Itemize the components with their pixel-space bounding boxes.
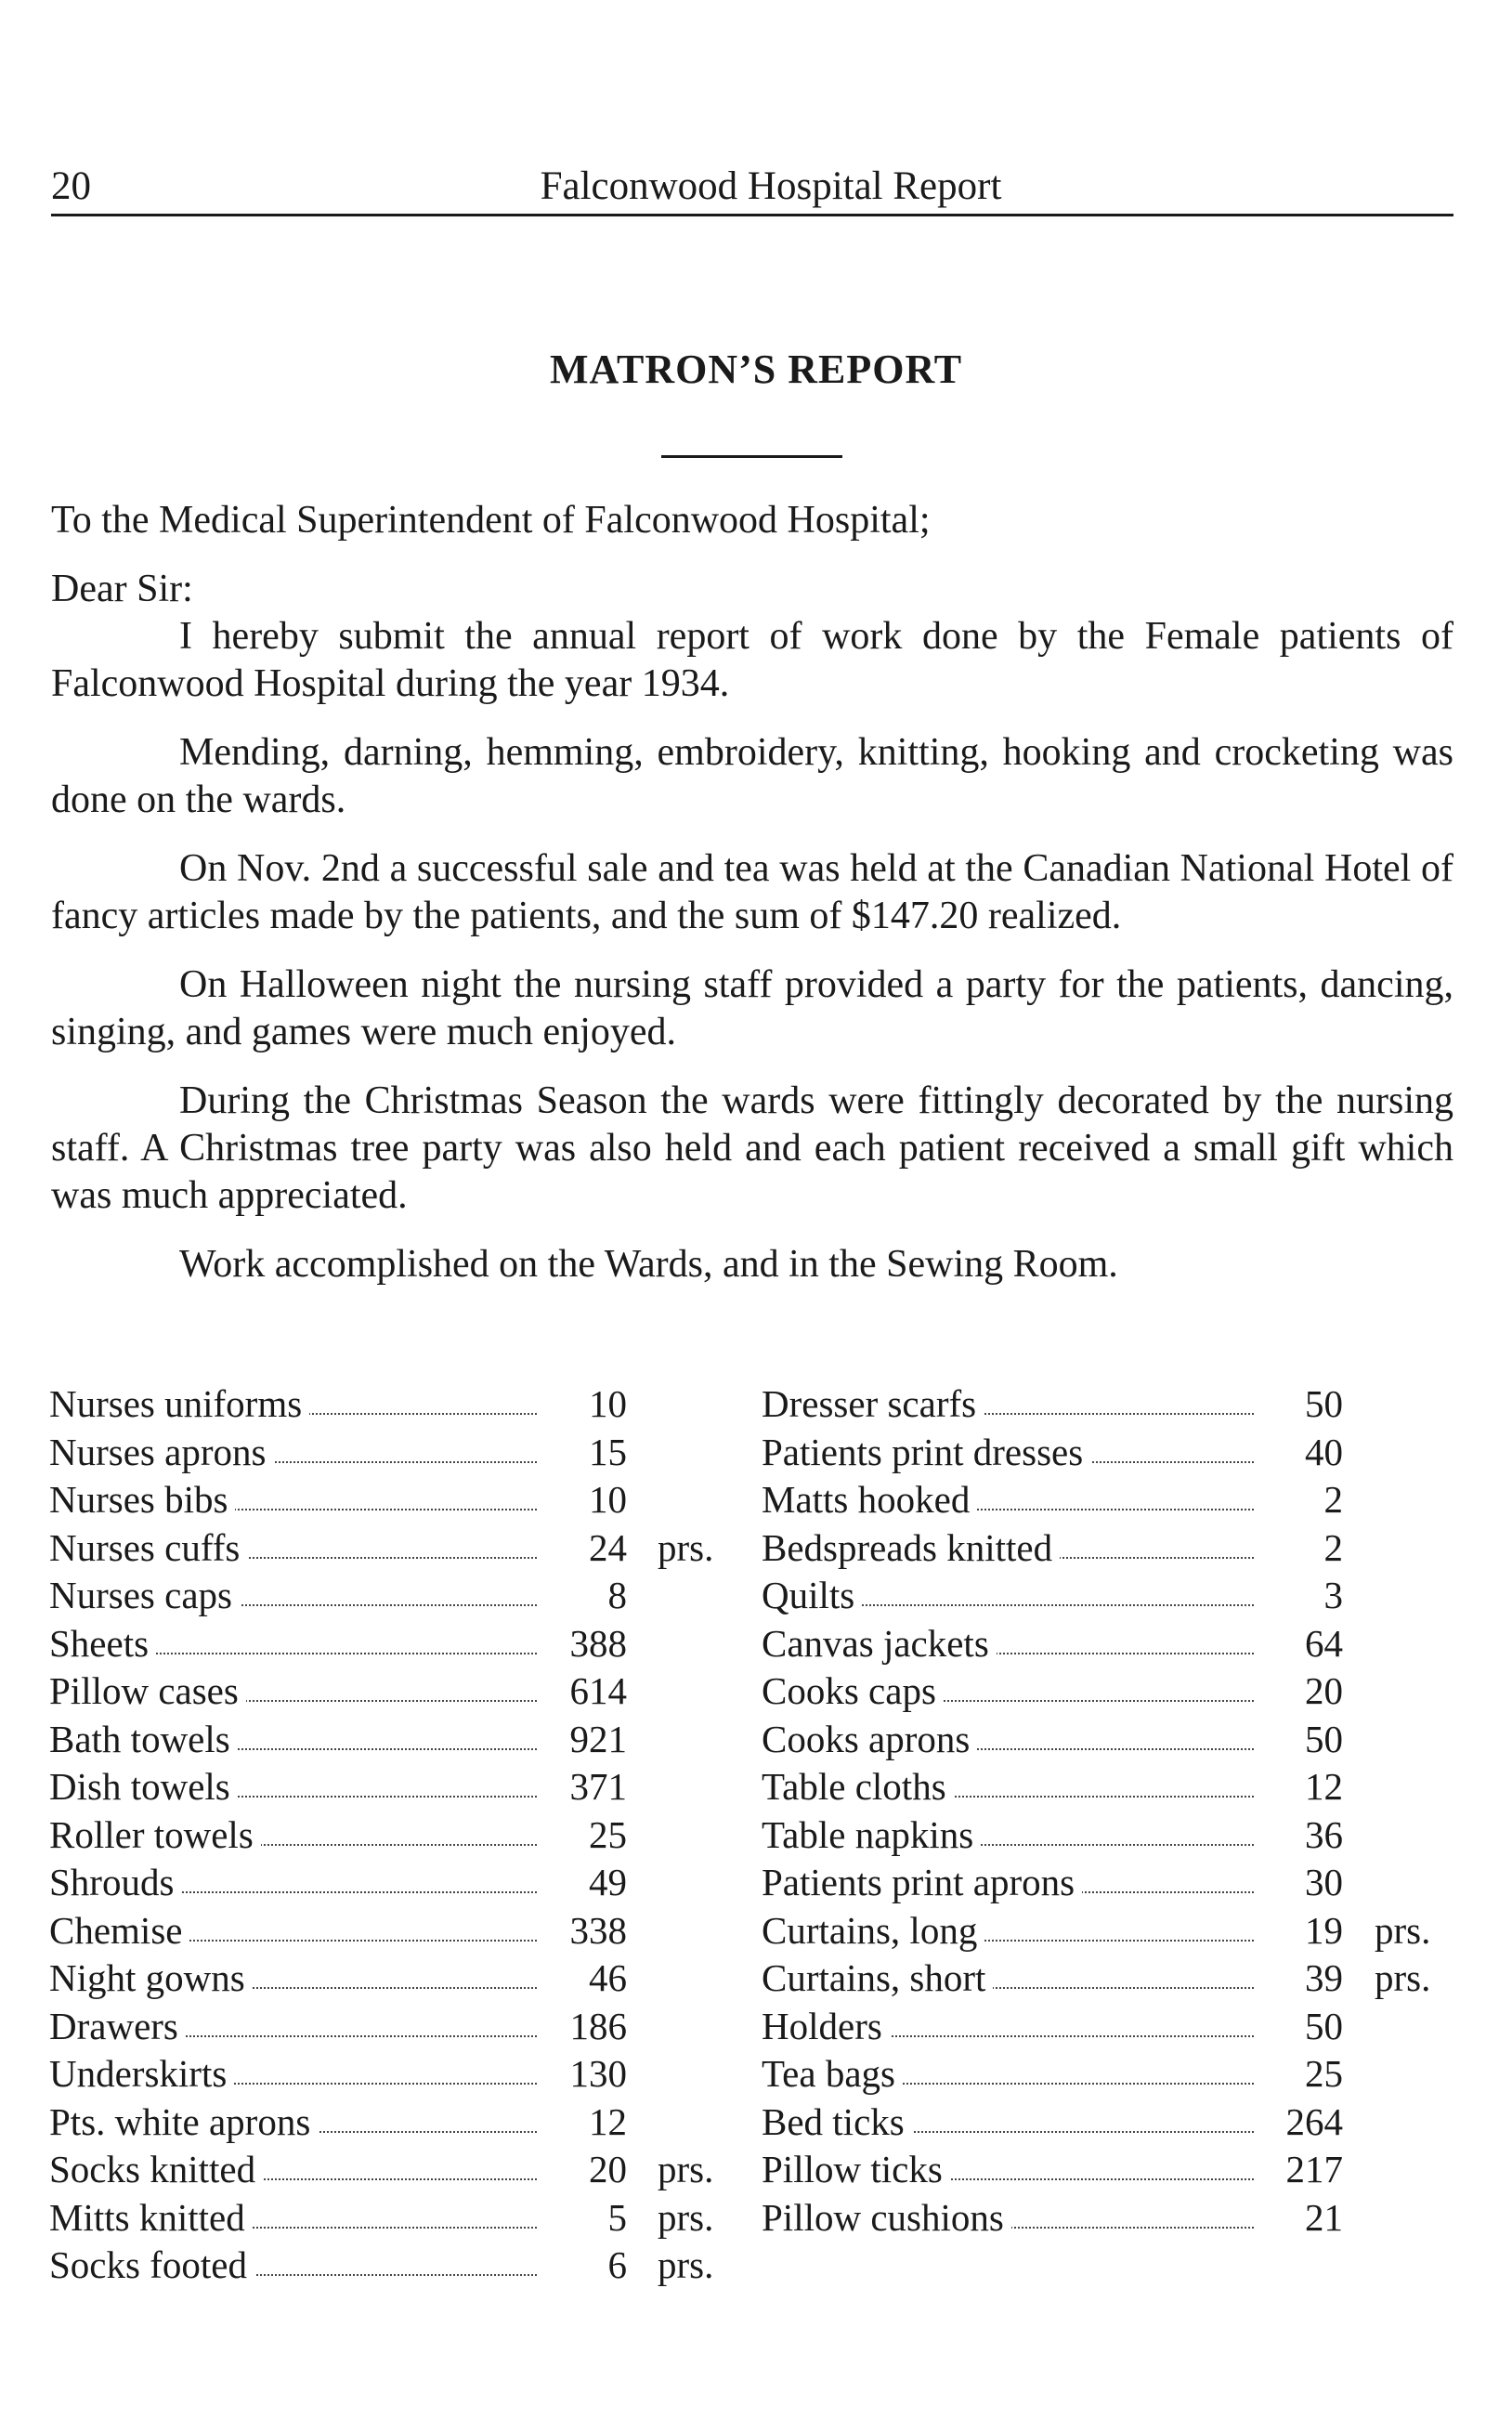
item-quantity: 217 [1268,2147,1343,2191]
list-item [49,1860,736,1908]
item-label: Cooks caps [762,1668,944,1713]
list-item [49,2051,736,2099]
item-quantity: 19 [1268,1908,1343,1953]
item-quantity: 15 [551,1430,627,1474]
work-list-left [49,1381,736,2291]
list-item [762,1525,1467,1574]
letter-paragraph: On Halloween night the nursing staff provided a party for the patients, dancing, singing, and games were much enjoyed. [51,963,1453,1053]
item-quantity: 371 [551,1764,627,1809]
title-rule [661,455,842,458]
item-quantity: 3 [1268,1573,1343,1617]
list-item [762,1573,1467,1621]
item-quantity: 338 [551,1908,627,1953]
item-unit: prs. [658,2148,714,2190]
letter-address: To the Medical Superintendent of Falconwood Hospital; [51,499,931,542]
item-quantity: 614 [551,1668,627,1713]
letter-paragraph: Mending, darning, hemming, embroidery, knitting, hooking and crocketing was done on the wards. [51,731,1453,821]
item-quantity: 46 [551,1955,627,2000]
list-item [49,1908,736,1956]
item-label: Tea bags [762,2051,903,2096]
item-label: Mitts knitted [49,2195,253,2240]
list-item [762,1860,1467,1908]
item-quantity: 12 [551,2099,627,2144]
item-quantity: 50 [1268,1717,1343,1761]
item-quantity: 40 [1268,1430,1343,1474]
letter-paragraph: I hereby submit the annual report of work done by the Female patients of Falconwood Hospital during the year 1934. [51,615,1453,705]
item-quantity: 50 [1268,1381,1343,1426]
item-label: Curtains, short [762,1955,993,2000]
item-label: Nurses aprons [49,1430,273,1474]
item-label: Bedspreads knitted [762,1525,1060,1570]
item-quantity: 6 [551,2242,627,2287]
item-label: Bath towels [49,1717,238,1761]
item-label: Table napkins [762,1812,981,1857]
item-quantity: 36 [1268,1812,1343,1857]
list-item [762,2004,1467,2052]
item-unit: prs. [658,2195,714,2239]
item-label: Sheets [49,1621,156,1666]
list-item [49,2242,736,2291]
item-quantity: 25 [1268,2051,1343,2096]
list-item [762,1477,1467,1525]
list-item [762,2051,1467,2099]
item-quantity: 264 [1268,2099,1343,2144]
item-quantity: 130 [551,2051,627,2096]
list-item [762,1430,1467,1478]
item-quantity: 64 [1268,1621,1343,1666]
item-quantity: 25 [551,1812,627,1857]
item-quantity: 186 [551,2004,627,2048]
item-label: Pillow cushions [762,2195,1011,2240]
item-label: Roller towels [49,1812,261,1857]
item-label: Nurses uniforms [49,1381,309,1426]
letter-paragraph: On Nov. 2nd a successful sale and tea was held at the Canadian National Hotel of fancy articles made by the patients, and the sum of $147.20 realized. [51,847,1453,937]
item-label: Cooks aprons [762,1717,977,1761]
item-quantity: 5 [551,2195,627,2240]
list-item [49,1573,736,1621]
list-item [762,1668,1467,1717]
item-label: Patients print dresses [762,1430,1090,1474]
list-item [762,2147,1467,2195]
list-item [49,2147,736,2195]
list-item [762,1764,1467,1812]
item-label: Patients print aprons [762,1860,1082,1904]
list-item [762,1621,1467,1669]
item-quantity: 30 [1268,1860,1343,1904]
item-label: Curtains, long [762,1908,984,1953]
item-label: Bed ticks [762,2099,912,2144]
item-label: Dresser scarfs [762,1381,984,1426]
item-label: Chemise [49,1908,189,1953]
item-quantity: 21 [1268,2195,1343,2240]
item-quantity: 388 [551,1621,627,1666]
item-unit: prs. [1375,1908,1431,1952]
item-label: Table cloths [762,1764,954,1809]
letter-salutation: Dear Sir: [51,568,193,610]
item-quantity: 20 [551,2147,627,2191]
item-quantity: 50 [1268,2004,1343,2048]
list-item [49,2099,736,2148]
item-quantity: 49 [551,1860,627,1904]
letter-body [51,497,1453,1288]
list-item [49,1430,736,1478]
item-unit: prs. [658,1525,714,1569]
item-label: Nurses caps [49,1573,240,1617]
list-item [49,1525,736,1574]
item-label: Pts. white aprons [49,2099,318,2144]
item-label: Dish towels [49,1764,238,1809]
item-quantity: 39 [1268,1955,1343,2000]
report-title: MATRON’S REPORT [549,347,963,392]
list-item [49,1621,736,1669]
item-unit: prs. [658,2243,714,2286]
item-label: Socks knitted [49,2147,263,2191]
list-item [49,2004,736,2052]
list-item [49,1812,736,1861]
page-number: 20 [51,164,91,208]
item-label: Shrouds [49,1860,181,1904]
item-label: Holders [762,2004,890,2048]
item-label: Underskirts [49,2051,234,2096]
list-item [49,1381,736,1430]
item-label: Canvas jackets [762,1621,997,1666]
item-label: Quilts [762,1573,862,1617]
list-item [49,1668,736,1717]
page-header [51,160,1453,216]
list-item [49,2195,736,2243]
item-quantity: 20 [1268,1668,1343,1713]
list-item [49,1955,736,2004]
item-label: Nurses bibs [49,1477,235,1522]
letter-paragraph: During the Christmas Season the wards were fittingly decorated by the nursing staff. A Christmas tree party was also held and each patient received a small gift which was much appreciated. [51,1079,1453,1217]
list-item [762,1812,1467,1861]
item-label: Matts hooked [762,1477,977,1522]
item-label: Pillow ticks [762,2147,950,2191]
item-quantity: 12 [1268,1764,1343,1809]
list-item [762,2195,1467,2243]
item-quantity: 2 [1268,1477,1343,1522]
list-item [762,1955,1467,2004]
list-item [49,1477,736,1525]
list-item [762,1717,1467,1765]
list-item [762,1381,1467,1430]
work-list-right [762,1381,1467,2242]
item-quantity: 921 [551,1717,627,1761]
item-quantity: 2 [1268,1525,1343,1570]
running-title: Falconwood Hospital Report [540,164,1002,208]
table-intro: Work accomplished on the Wards, and in the Sewing Room. [179,1243,1118,1286]
item-label: Night gowns [49,1955,253,2000]
list-item [49,1764,736,1812]
item-label: Drawers [49,2004,186,2048]
item-quantity: 24 [551,1525,627,1570]
item-quantity: 10 [551,1477,627,1522]
list-item [762,1908,1467,1956]
list-item [762,2099,1467,2148]
item-label: Socks footed [49,2242,254,2287]
item-quantity: 10 [551,1381,627,1426]
item-label: Pillow cases [49,1668,246,1713]
work-table [0,1381,1512,2292]
item-label: Nurses cuffs [49,1525,247,1570]
list-item [49,1717,736,1765]
item-quantity: 8 [551,1573,627,1617]
item-unit: prs. [1375,1956,1431,1999]
